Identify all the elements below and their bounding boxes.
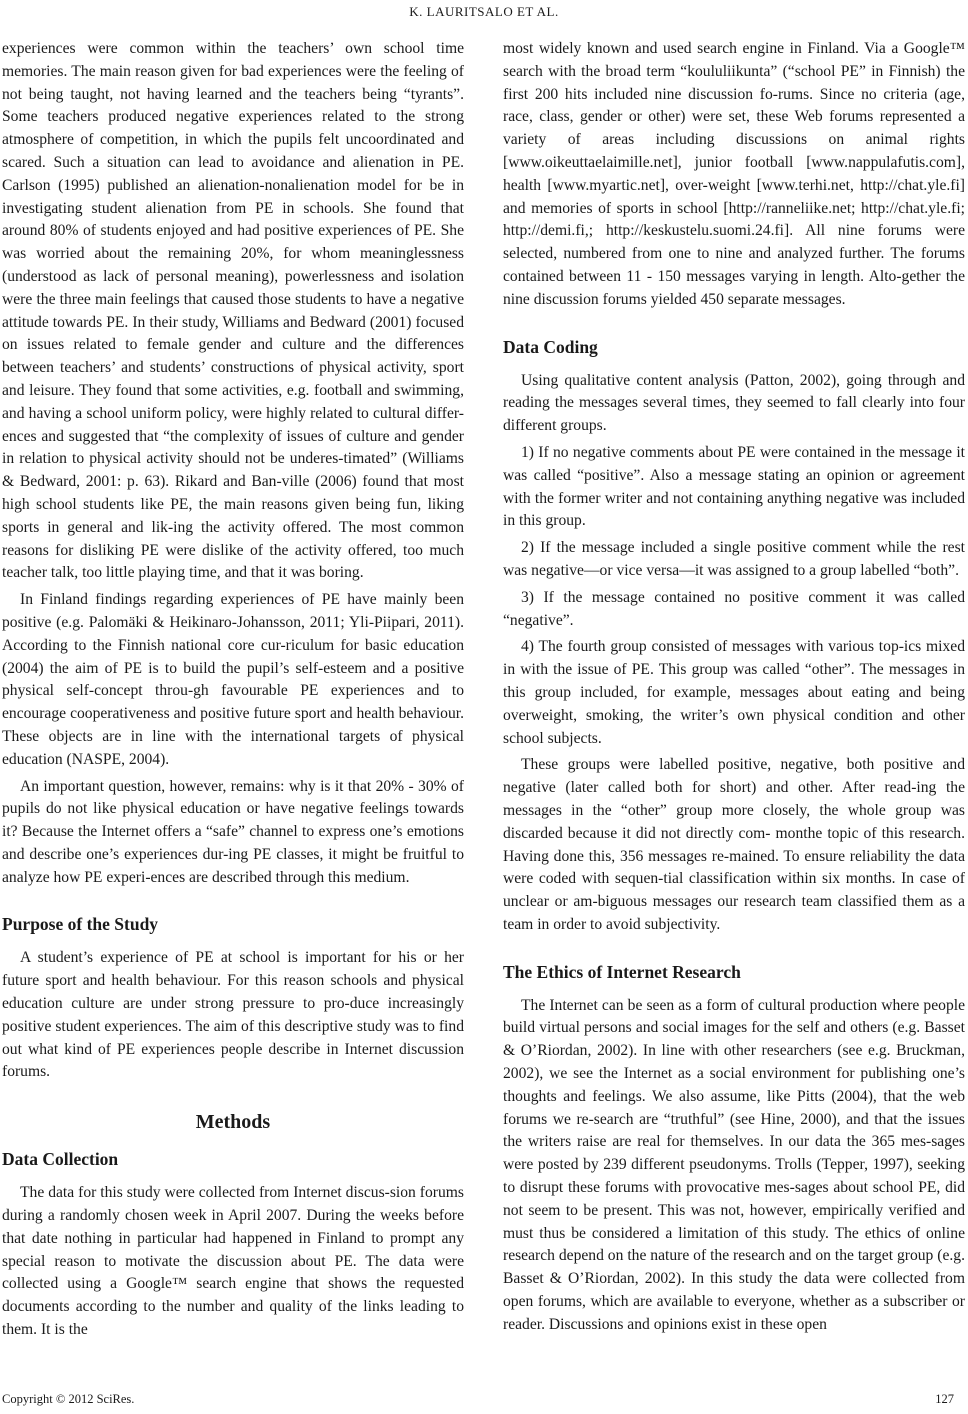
body-paragraph: Using qualitative content analysis (Patton, 2002), going through and reading the messages several times, they seemed to fall clearly into four different groups. [503,371,965,435]
left-column [2,38,464,1342]
body-paragraph: 4) The fourth group consisted of messages with various top-ics mixed in with the issue of PE. This group was called “other”. The messages in this group included, for example, messages about eating and being overweight, smoking, the writer’s own physical condition and other school subjects. [503,638,965,747]
running-head: K. LAURITSALO ET AL. [409,4,559,19]
copyright-notice: Copyright © 2012 SciRes. [2,1392,135,1406]
section-heading-methods: Methods [195,1111,271,1134]
body-paragraph: In Finland findings regarding experiences of PE have mainly been positive (e.g. Palomäki & Heikinaro-Johansson, 2011; Yli-Piipari, 2011). According to the Finnish national core cur-riculum for basic education (2004) the aim of PE is to build the pupil’s self-esteem and a positive physical self-concept throu-gh favourable PE experiences and to encourage cooperativeness and positive future sport and health behaviour. These objects are in line with the international targets of physical education (NASPE, 2004). [2,591,464,768]
body-paragraph: most widely known and used search engine in Finland. Via a Google™ search with the broad term “koululiikunta” (“school PE” in Finnish) the first 200 hits included nine discussion fo-rums. Since no criteria (age, race, class, gender or other) were set, these Web forums represented a variety of areas including discussions on animal rights [www.oikeuttaelaimille.net], junior football [www.nappulafutis.com], health [www.myartic.net], over-weight [www.terhi.net, http://chat.yle.fi] and memories of sports in school [http://ranneliike.net; http://chat.yle.fi; http://demi.fi,; http://keskustelu.suomi.24.fi]. All nine forums were selected, numbered from one to nine and analyzed further. The forums contained between 11 - 150 messages varying in length. Alto-gether the nine discussion forums yielded 450 separate messages. [503,40,965,308]
body-paragraph: The data for this study were collected from Internet discus-sion forums during a randomly chosen week in April 2007. During the weeks before that date nothing in particular had happened in Finland to prompt any special reason to motivate the discussion about PE. The data were collected using a Google™ search engine that shows the requested documents according to the number and quality of the links leading to them. It is the [2,1184,464,1339]
body-paragraph: The Internet can be seen as a form of cultural production where people build virtual persons and social images for the self and others (e.g. Basset & O’Riordan, 2002). In line with other researchers (see e.g. Bruckman, 2002), we see the Internet as a social environment for publishing one’s thoughts and feelings. We also assume, like Pitts (2004), that the web forums we re-search are “truthful” (see Hine, 2000), and that the issues the writers raise are real for themselves. In our data the 365 mes-sages were posted by 239 different pseudonyms. Trolls (Tepper, 1997), seeking to disrupt these forums with provocative mes-sages about school PE, did not seem to be present. This was not, however, empirically verified and must thus be considered a limitation of this study. The ethics of online research depend on the nature of the research and on the target group (e.g. Basset & O’Riordan, 2002). In this study the data were collected from open forums, which are available to everyone, whether as a subscriber or reader. Discussions and opinions exist in these open [503,996,965,1333]
page-number: 127 [935,1392,954,1406]
body-paragraph: 3) If the message contained no positive comment it was called “negative”. [503,588,965,629]
body-paragraph: A student’s experience of PE at school is important for his or her future sport and health behaviour. For this reason schools and physical education culture are under strong pressure to pro-duce increasingly positive student experiences. The aim of this descriptive study was to find out what kind of PE experiences people describe in Internet discussion forums. [2,949,464,1081]
subsection-heading-ethics: The Ethics of Internet Research [503,961,741,982]
subsection-heading-data-coding: Data Coding [503,336,598,357]
body-paragraph: An important question, however, remains: why is it that 20% - 30% of pupils do not like physical education or have negative feelings towards it? Because the Internet offers a “safe” channel to express one’s emotions and describe one’s experiences dur-ing PE classes, it might be fruitful to analyze how PE experi-ences are described through this medium. [2,777,464,886]
body-paragraph: experiences were common within the teachers’ own school time memories. The main reason given for bad experiences were the feeling of not being taught, not having learned and the teachers being “tyrants”. Some teachers produced negative experiences related to the strong atmosphere of competition, in which the pupils felt uncoordinated and scared. Such a situation can lead to avoidance and alienation in PE. Carlson (1995) published an alienation-nonalienation model for be in investigating student alienation from PE in schools. She found that around 80% of students enjoyed and had positive experiences of PE. She was worried about the remaining 20%, for whom meaninglessness (understood as lack of personal meaning), powerlessness and isolation were the three main feelings that caused those students to have a negative attitude towards PE. In their study, Williams and Bedward (2001) focused on issues related to female gender and culture and the differences between teachers’ and students’ constructions of physical activity, sport and leisure. They found that some activities, e.g. football and swimming, and having a school uniform policy, were highly related to cultural differ-ences and suggested that “the complexity of issues of culture and gender in relation to physical activity should not be underes-timated” (Williams & Bedward, 2001: p. 63). Rikard and Ban-ville (2006) found that most high school students like PE, the main reasons given being fun, liking sports in general and lik-ing the activity offered. The most common reasons for disliking PE were dislike of the activity offered, too much teacher talk, too little playing time, and that it was boring. [2,40,464,582]
subsection-heading-data-collection: Data Collection [2,1149,119,1170]
body-paragraph: These groups were labelled positive, negative, both positive and negative (later called both for short) and other. After read-ing the messages in the “other” group more closely, the whole group was discarded because it did not directly com- monthe topic of this research. Having done this, 356 messages re-mained. To ensure reliability the data were coded with sequen-tial classification within six months. In case of unclear or am-biguous messages our research team classified them as a team in order to avoid subjectivity. [503,756,965,933]
right-column [503,38,965,1337]
section-heading-purpose: Purpose of the Study [2,914,159,935]
body-paragraph: 2) If the message included a single positive comment while the rest was negative—or vice versa—it was assigned to a group labelled “both”. [503,539,965,579]
body-paragraph: 1) If no negative comments about PE were contained in the message it was called “positive”. Also a message stating an opinion or agreement with the former writer and not containing anything negative was included in this group. [503,443,965,530]
